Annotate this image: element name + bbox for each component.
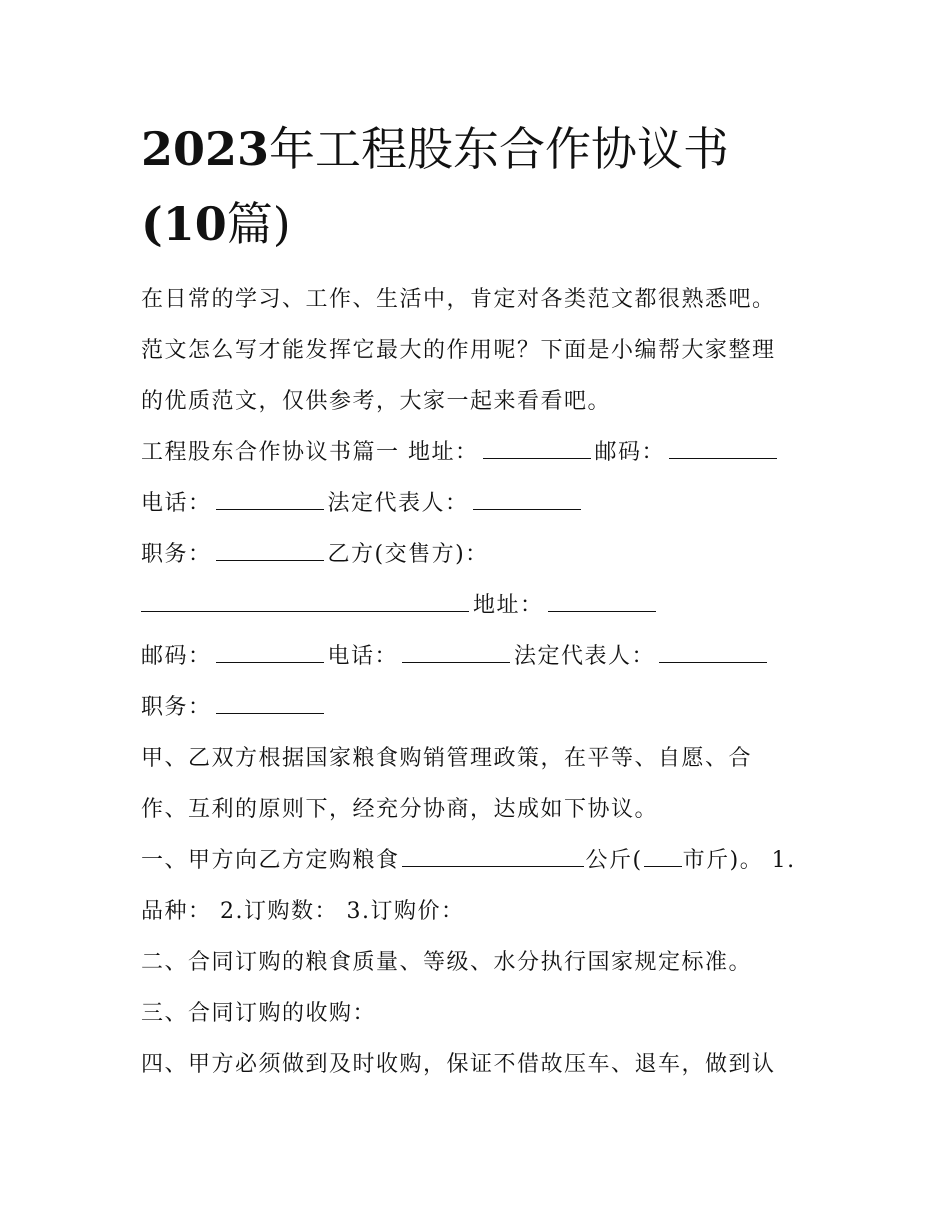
title-count: (10 [141,197,227,251]
preamble-line-2: 作、互利的原则下，经充分协商，达成如下协议。 [141,797,659,822]
party-a-rep-label: 法定代表人： [327,491,469,516]
party-a-phone-blank [216,487,324,510]
party-b-address-blank [548,589,656,612]
preamble-line-1: 甲、乙双方根据国家粮食购销管理政策，在平等、自愿、合 [141,746,753,771]
party-b-name-blank [141,589,469,612]
party-b-rep-label: 法定代表人： [514,644,656,669]
title-count-suffix: 篇) [226,197,291,251]
party-a-postcode-blank [669,436,777,459]
title-year: 2023 [141,122,270,176]
clause-1-items: 品种： 2.订购数： 3.订购价： [141,899,465,924]
party-b-contact-line [141,631,841,682]
clause-1-kg-blank [402,844,584,867]
party-a-address-line [141,427,841,478]
party-a-phone-label: 电话： [141,491,212,516]
party-b-name-line [141,580,841,631]
party-a-rep-blank [473,487,581,510]
party-a-phone-line [141,478,841,529]
clause-1-kg-label: 公斤( [585,848,643,873]
clause-4: 四、甲方必须做到及时收购，保证不借故压车、退车，做到认 [141,1052,776,1077]
title-line-1 [141,112,821,187]
clause-1-text: 一、甲方向乙方定购粮食 [141,848,400,873]
title-line-2 [141,187,821,262]
party-a-title-line [141,529,841,580]
party-a-title-label: 职务： [141,542,212,567]
clause-2: 二、合同订购的粮食质量、等级、水分执行国家规定标准。 [141,950,753,975]
party-b-phone-blank [402,640,510,663]
intro-line-2: 范文怎么写才能发挥它最大的作用呢？下面是小编帮大家整理 [141,338,776,363]
document-body [141,274,841,1090]
party-b-heading: 乙方(交售方)： [327,542,489,567]
party-a-address-label: 工程股东合作协议书篇一 地址： [141,440,479,465]
clause-1-jin-blank [644,844,682,867]
party-b-title-blank [216,691,324,714]
party-b-postcode-label: 邮码： [141,644,212,669]
party-a-address-blank [483,436,591,459]
clause-1-line [141,835,841,886]
party-b-phone-label: 电话： [327,644,399,669]
party-b-address-label: 地址： [473,593,544,618]
party-b-title-line [141,682,841,733]
party-b-title-label: 职务： [141,695,212,720]
clause-1-jin-label: 市斤)。 1. [682,848,796,873]
party-b-rep-blank [659,640,767,663]
intro-line-3: 的优质范文，仅供参考，大家一起来看看吧。 [141,389,612,414]
party-b-postcode-blank [216,640,324,663]
document-title [141,112,821,262]
title-text: 年工程股东合作协议书 [269,122,730,176]
party-a-postcode-label: 邮码： [594,440,666,465]
party-a-title-blank [216,538,324,561]
intro-line-1: 在日常的学习、工作、生活中，肯定对各类范文都很熟悉吧。 [141,287,776,312]
clause-3: 三、合同订购的收购： [141,1001,377,1026]
